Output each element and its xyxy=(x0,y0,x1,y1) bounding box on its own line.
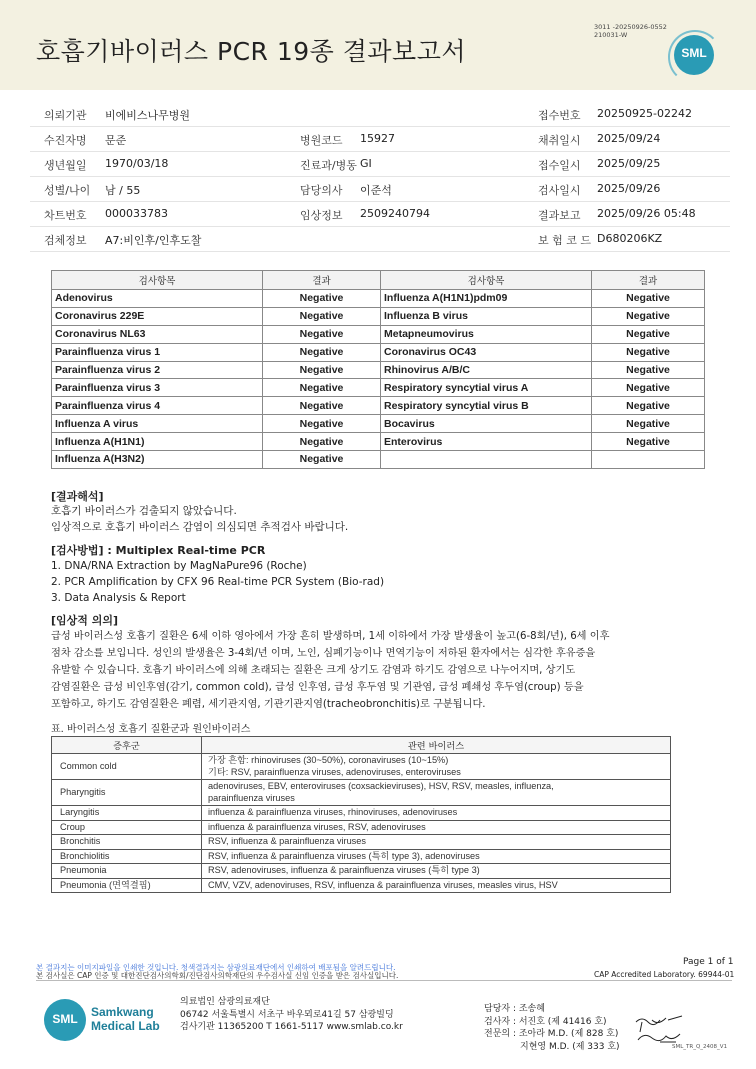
form-code: SML_TR_Q_2408_V1 xyxy=(672,1044,728,1050)
test-name-cell: Rhinovirus A/B/C xyxy=(381,361,592,379)
viruses-cell xyxy=(202,820,671,835)
sml-logo xyxy=(674,35,714,75)
viruses-cell xyxy=(202,780,671,806)
brand-line1: Samkwang xyxy=(91,1005,154,1019)
result-cell: Negative xyxy=(263,451,381,469)
result-cell: Negative xyxy=(592,361,705,379)
syndrome-cell: Croup xyxy=(52,820,202,835)
test-name-cell: Influenza A(H1N1) xyxy=(52,433,263,451)
interpretation-line: 임상적으로 호흡기 바이러스 감염이 의심되면 추적검사 바랍니다. xyxy=(51,520,349,533)
test-name-cell: Influenza B virus xyxy=(381,307,592,325)
virus-line: parainfluenza viruses xyxy=(208,792,295,803)
table-row xyxy=(52,397,705,415)
info-row xyxy=(30,152,730,177)
result-cell: Negative xyxy=(263,433,381,451)
test-name-cell xyxy=(381,451,592,469)
method-step: 2. PCR Amplification by CFX 96 Real-time PCR System (Bio-rad) xyxy=(51,576,385,588)
test-name-cell: Respiratory syncytial virus A xyxy=(381,379,592,397)
test-name-cell: Influenza A(H1N1)pdm09 xyxy=(381,290,592,308)
sex-age-value: 남 / 55 xyxy=(105,184,141,197)
signature-image xyxy=(632,1012,692,1048)
viruses-cell xyxy=(202,806,671,821)
result-cell: Negative xyxy=(263,379,381,397)
interpretation-line: 호흡기 바이러스가 검출되지 않았습니다. xyxy=(51,505,237,517)
syndrome-cell: Common cold xyxy=(52,754,202,780)
clinical-line: 유발할 수 있습니다. 호흡기 바이러스에 의해 초래되는 질환은 크게 상기도 감염과 하기도 감염으로 나누어지며, 상기도 xyxy=(51,665,576,676)
clinical-line: 급성 바이러스성 호흡기 질환은 6세 이하 영아에서 가장 흔히 발생하며, 1세 이하에서 가장 발생율이 높고(6-8회/년), 6세 이후 xyxy=(51,631,610,642)
staff-line: 지현영 M.D. (제 333 호) xyxy=(520,1041,620,1052)
hospital-code-label: 병원코드 xyxy=(300,134,343,147)
result-cell: Negative xyxy=(263,307,381,325)
patient-name-value: 문준 xyxy=(105,134,127,147)
test-name-cell: Adenovirus xyxy=(52,290,263,308)
clinical-info-value: 2509240794 xyxy=(360,207,430,220)
virus-body xyxy=(52,754,671,893)
result-cell: Negative xyxy=(592,325,705,343)
syndrome-cell: Bronchitis xyxy=(52,835,202,850)
virus-table-caption: 표. 바이러스성 호흡기 질환군과 원인바이러스 xyxy=(51,724,251,735)
info-row xyxy=(30,177,730,202)
test-date-label: 검사일시 xyxy=(538,184,581,197)
test-name-cell: Influenza A(H3N2) xyxy=(52,451,263,469)
method-section xyxy=(51,542,384,606)
result-cell: Negative xyxy=(263,290,381,308)
patient-info xyxy=(30,102,730,252)
test-name-cell: Coronavirus OC43 xyxy=(381,343,592,361)
clinical-info-label: 임상정보 xyxy=(300,209,343,222)
interpretation-title: [결과해석] xyxy=(51,490,104,503)
info-row xyxy=(30,102,730,127)
virus-line: 가장 흔함: rhinoviruses (30~50%), coronaviruses (10~15%) xyxy=(208,755,449,765)
patient-name-label: 수진자명 xyxy=(44,134,87,147)
requesting-org-label: 의뢰기관 xyxy=(44,109,87,122)
test-name-cell: Coronavirus 229E xyxy=(52,307,263,325)
viruses-cell xyxy=(202,878,671,893)
test-name-cell: Metapneumovirus xyxy=(381,325,592,343)
hospital-code-value: 15927 xyxy=(360,132,395,145)
clinical-line: 감염질환은 급성 비인후염(감기, common cold), 급성 인후염, 급성 후두염 및 기관염, 급성 폐쇄성 후두염(croup) 등을 xyxy=(51,682,584,693)
method-step: 1. DNA/RNA Extraction by MagNaPure96 (Roche) xyxy=(51,560,307,572)
result-cell: Negative xyxy=(592,290,705,308)
virus-line: RSV, influenza & parainfluenza viruses (특히 type 3), adenoviruses xyxy=(208,850,480,861)
virus-line: influenza & parainfluenza viruses, rhinoviruses, adenoviruses xyxy=(208,807,458,817)
result-cell: Negative xyxy=(263,415,381,433)
result-cell: Negative xyxy=(592,433,705,451)
requesting-org-value: 비에비스나무병원 xyxy=(105,109,191,122)
report-date-label: 결과보고 xyxy=(538,209,581,222)
table-row xyxy=(52,379,705,397)
result-cell: Negative xyxy=(592,379,705,397)
doc-code-line1: 3011 -20250926-0552 xyxy=(594,23,667,31)
doctor-value: 이준석 xyxy=(360,184,392,197)
method-title: [검사방법] : Multiplex Real-time PCR xyxy=(51,544,266,557)
viruses-cell xyxy=(202,864,671,879)
syndrome-cell: Laryngitis xyxy=(52,806,202,821)
col-header-test: 검사항목 xyxy=(52,271,263,290)
results-table xyxy=(51,270,705,469)
method-step: 3. Data Analysis & Report xyxy=(51,592,186,604)
footer-divider xyxy=(36,980,732,981)
test-name-cell: Bocavirus xyxy=(381,415,592,433)
cap-accreditation: CAP Accredited Laboratory. 69944-01 xyxy=(594,970,735,979)
test-name-cell: Parainfluenza virus 3 xyxy=(52,379,263,397)
test-name-cell: Enterovirus xyxy=(381,433,592,451)
table-row xyxy=(52,307,705,325)
col-header-result: 결과 xyxy=(263,271,381,290)
virus-table xyxy=(51,736,671,893)
table-row xyxy=(52,754,671,780)
footer-sml-logo-text: SML xyxy=(52,1012,78,1026)
collection-date-value: 2025/09/24 xyxy=(597,132,661,145)
page-number: Page 1 of 1 xyxy=(683,957,734,967)
virus-line: RSV, adenoviruses, influenza & parainfluenza viruses (특히 type 3) xyxy=(208,865,480,875)
staff-line: 전문의 : 조아라 M.D. (제 828 호) xyxy=(484,1029,619,1039)
test-name-cell: Parainfluenza virus 2 xyxy=(52,361,263,379)
test-name-cell: Respiratory syncytial virus B xyxy=(381,397,592,415)
table-row xyxy=(52,780,671,806)
org-contact: 검사기관 11365200 T 1661-5117 www.smlab.co.kr xyxy=(180,1022,403,1032)
staff-line: 담당자 : 조송혜 xyxy=(484,1004,545,1014)
org-address: 06742 서울특별시 서초구 바우뫼로41길 57 삼광빌딩 xyxy=(180,1009,394,1020)
syndrome-cell: Pneumonia (면역결핍) xyxy=(52,878,202,893)
footer-sml-logo xyxy=(44,999,86,1041)
result-cell: Negative xyxy=(592,343,705,361)
staff-line: 검사자 : 서진호 (제 41416 호) xyxy=(484,1016,607,1027)
syndrome-cell: Pneumonia xyxy=(52,864,202,879)
col-header-test: 검사항목 xyxy=(381,271,592,290)
viruses-cell xyxy=(202,849,671,864)
staff-info xyxy=(484,1003,634,1053)
virus-line: 기타: RSV, parainfluenza viruses, adenoviruses, enteroviruses xyxy=(208,766,461,777)
test-name-cell: Parainfluenza virus 4 xyxy=(52,397,263,415)
chart-no-value: 000033783 xyxy=(105,207,168,220)
virus-header-row xyxy=(52,737,671,754)
interpretation-section xyxy=(51,488,348,535)
col-header-syndrome: 증후군 xyxy=(52,737,202,754)
virus-line: adenoviruses, EBV, enteroviruses (coxsackieviruses), HSV, RSV, measles, influenza, xyxy=(208,781,554,791)
table-row xyxy=(52,864,671,879)
info-row xyxy=(30,127,730,152)
info-row xyxy=(30,202,730,227)
table-row xyxy=(52,451,705,469)
report-date-value: 2025/09/26 05:48 xyxy=(597,207,696,220)
col-header-viruses: 관련 바이러스 xyxy=(202,737,671,754)
table-row xyxy=(52,343,705,361)
sex-age-label: 성별/나이 xyxy=(44,184,91,197)
accreditation-note: 본 검사실은 CAP 인증 및 대한진단검사의학회/진단검사의학재단의 우수검사실 신임 인증을 받은 검사실입니다. xyxy=(36,971,399,980)
result-cell: Negative xyxy=(263,397,381,415)
result-cell: Negative xyxy=(263,361,381,379)
syndrome-cell: Bronchiolitis xyxy=(52,849,202,864)
receipt-date-value: 2025/09/25 xyxy=(597,157,661,170)
org-info xyxy=(180,996,403,1034)
birth-label: 생년월일 xyxy=(44,159,87,172)
document-code xyxy=(594,23,667,39)
sml-logo-text: SML xyxy=(681,46,707,60)
dept-value: GI xyxy=(360,157,372,170)
collection-date-label: 채취일시 xyxy=(538,134,581,147)
result-cell: Negative xyxy=(263,343,381,361)
result-cell: Negative xyxy=(592,397,705,415)
specimen-value: A7:비인후/인후도찰 xyxy=(105,234,202,247)
report-title: 호흡기바이러스 PCR 19종 결과보고서 xyxy=(36,37,467,66)
table-row xyxy=(52,433,705,451)
chart-no-label: 차트번호 xyxy=(44,209,87,222)
table-row xyxy=(52,806,671,821)
result-cell: Negative xyxy=(592,307,705,325)
results-header-row xyxy=(52,271,705,290)
clinical-line: 포함하고, 하기도 감염질환은 폐렴, 세기관지염, 기관기관지염(tracheobronchitis)로 구분됩니다. xyxy=(51,699,486,710)
org-name: 의료법인 삼광의료재단 xyxy=(180,997,270,1007)
receipt-no-value: 20250925-02242 xyxy=(597,107,692,120)
result-cell: Negative xyxy=(263,325,381,343)
footer-brand xyxy=(91,1005,160,1033)
specimen-label: 검체정보 xyxy=(44,234,87,247)
test-name-cell: Parainfluenza virus 1 xyxy=(52,343,263,361)
insurance-code-label: 보 험 코 드 xyxy=(538,234,591,247)
dept-label: 진료과/병동 xyxy=(300,159,357,172)
table-row xyxy=(52,290,705,308)
viruses-cell xyxy=(202,835,671,850)
table-row xyxy=(52,325,705,343)
table-row xyxy=(52,878,671,893)
test-name-cell: Coronavirus NL63 xyxy=(52,325,263,343)
insurance-code-value: D680206KZ xyxy=(597,232,663,245)
result-cell: Negative xyxy=(592,415,705,433)
table-row xyxy=(52,835,671,850)
table-row xyxy=(52,849,671,864)
receipt-date-label: 접수일시 xyxy=(538,159,581,172)
clinical-significance-section xyxy=(51,612,741,713)
clinical-line: 점차 감소를 보입니다. 성인의 발생율은 3-4회/년 이며, 노인, 심폐기능이나 면역기능이 저하된 환자에서는 심각한 후유증을 xyxy=(51,648,596,659)
birth-value: 1970/03/18 xyxy=(105,157,169,170)
test-name-cell: Influenza A virus xyxy=(52,415,263,433)
table-row xyxy=(52,820,671,835)
table-row xyxy=(52,361,705,379)
brand-line2: Medical Lab xyxy=(91,1019,160,1033)
result-cell xyxy=(592,451,705,469)
syndrome-cell: Pharyngitis xyxy=(52,780,202,806)
virus-line: RSV, influenza & parainfluenza viruses xyxy=(208,836,366,846)
clinical-significance-title: [임상적 의의] xyxy=(51,614,119,627)
doc-code-line2: 210031-W xyxy=(594,31,628,39)
test-date-value: 2025/09/26 xyxy=(597,182,661,195)
print-disclaimer: 본 결과지는 이미지파일을 인쇄한 것입니다. 청색결과지는 삼광의료재단에서 인쇄하여 배포됨을 알려드립니다. xyxy=(36,963,396,972)
doctor-label: 담당의사 xyxy=(300,184,343,197)
virus-line: CMV, VZV, adenoviruses, RSV, influenza & parainfluenza viruses, measles virus, HSV xyxy=(208,879,558,890)
receipt-no-label: 접수번호 xyxy=(538,109,581,122)
col-header-result: 결과 xyxy=(592,271,705,290)
viruses-cell xyxy=(202,754,671,780)
info-row xyxy=(30,227,730,252)
virus-line: influenza & parainfluenza viruses, RSV, adenoviruses xyxy=(208,821,426,832)
results-body xyxy=(52,290,705,469)
table-row xyxy=(52,415,705,433)
